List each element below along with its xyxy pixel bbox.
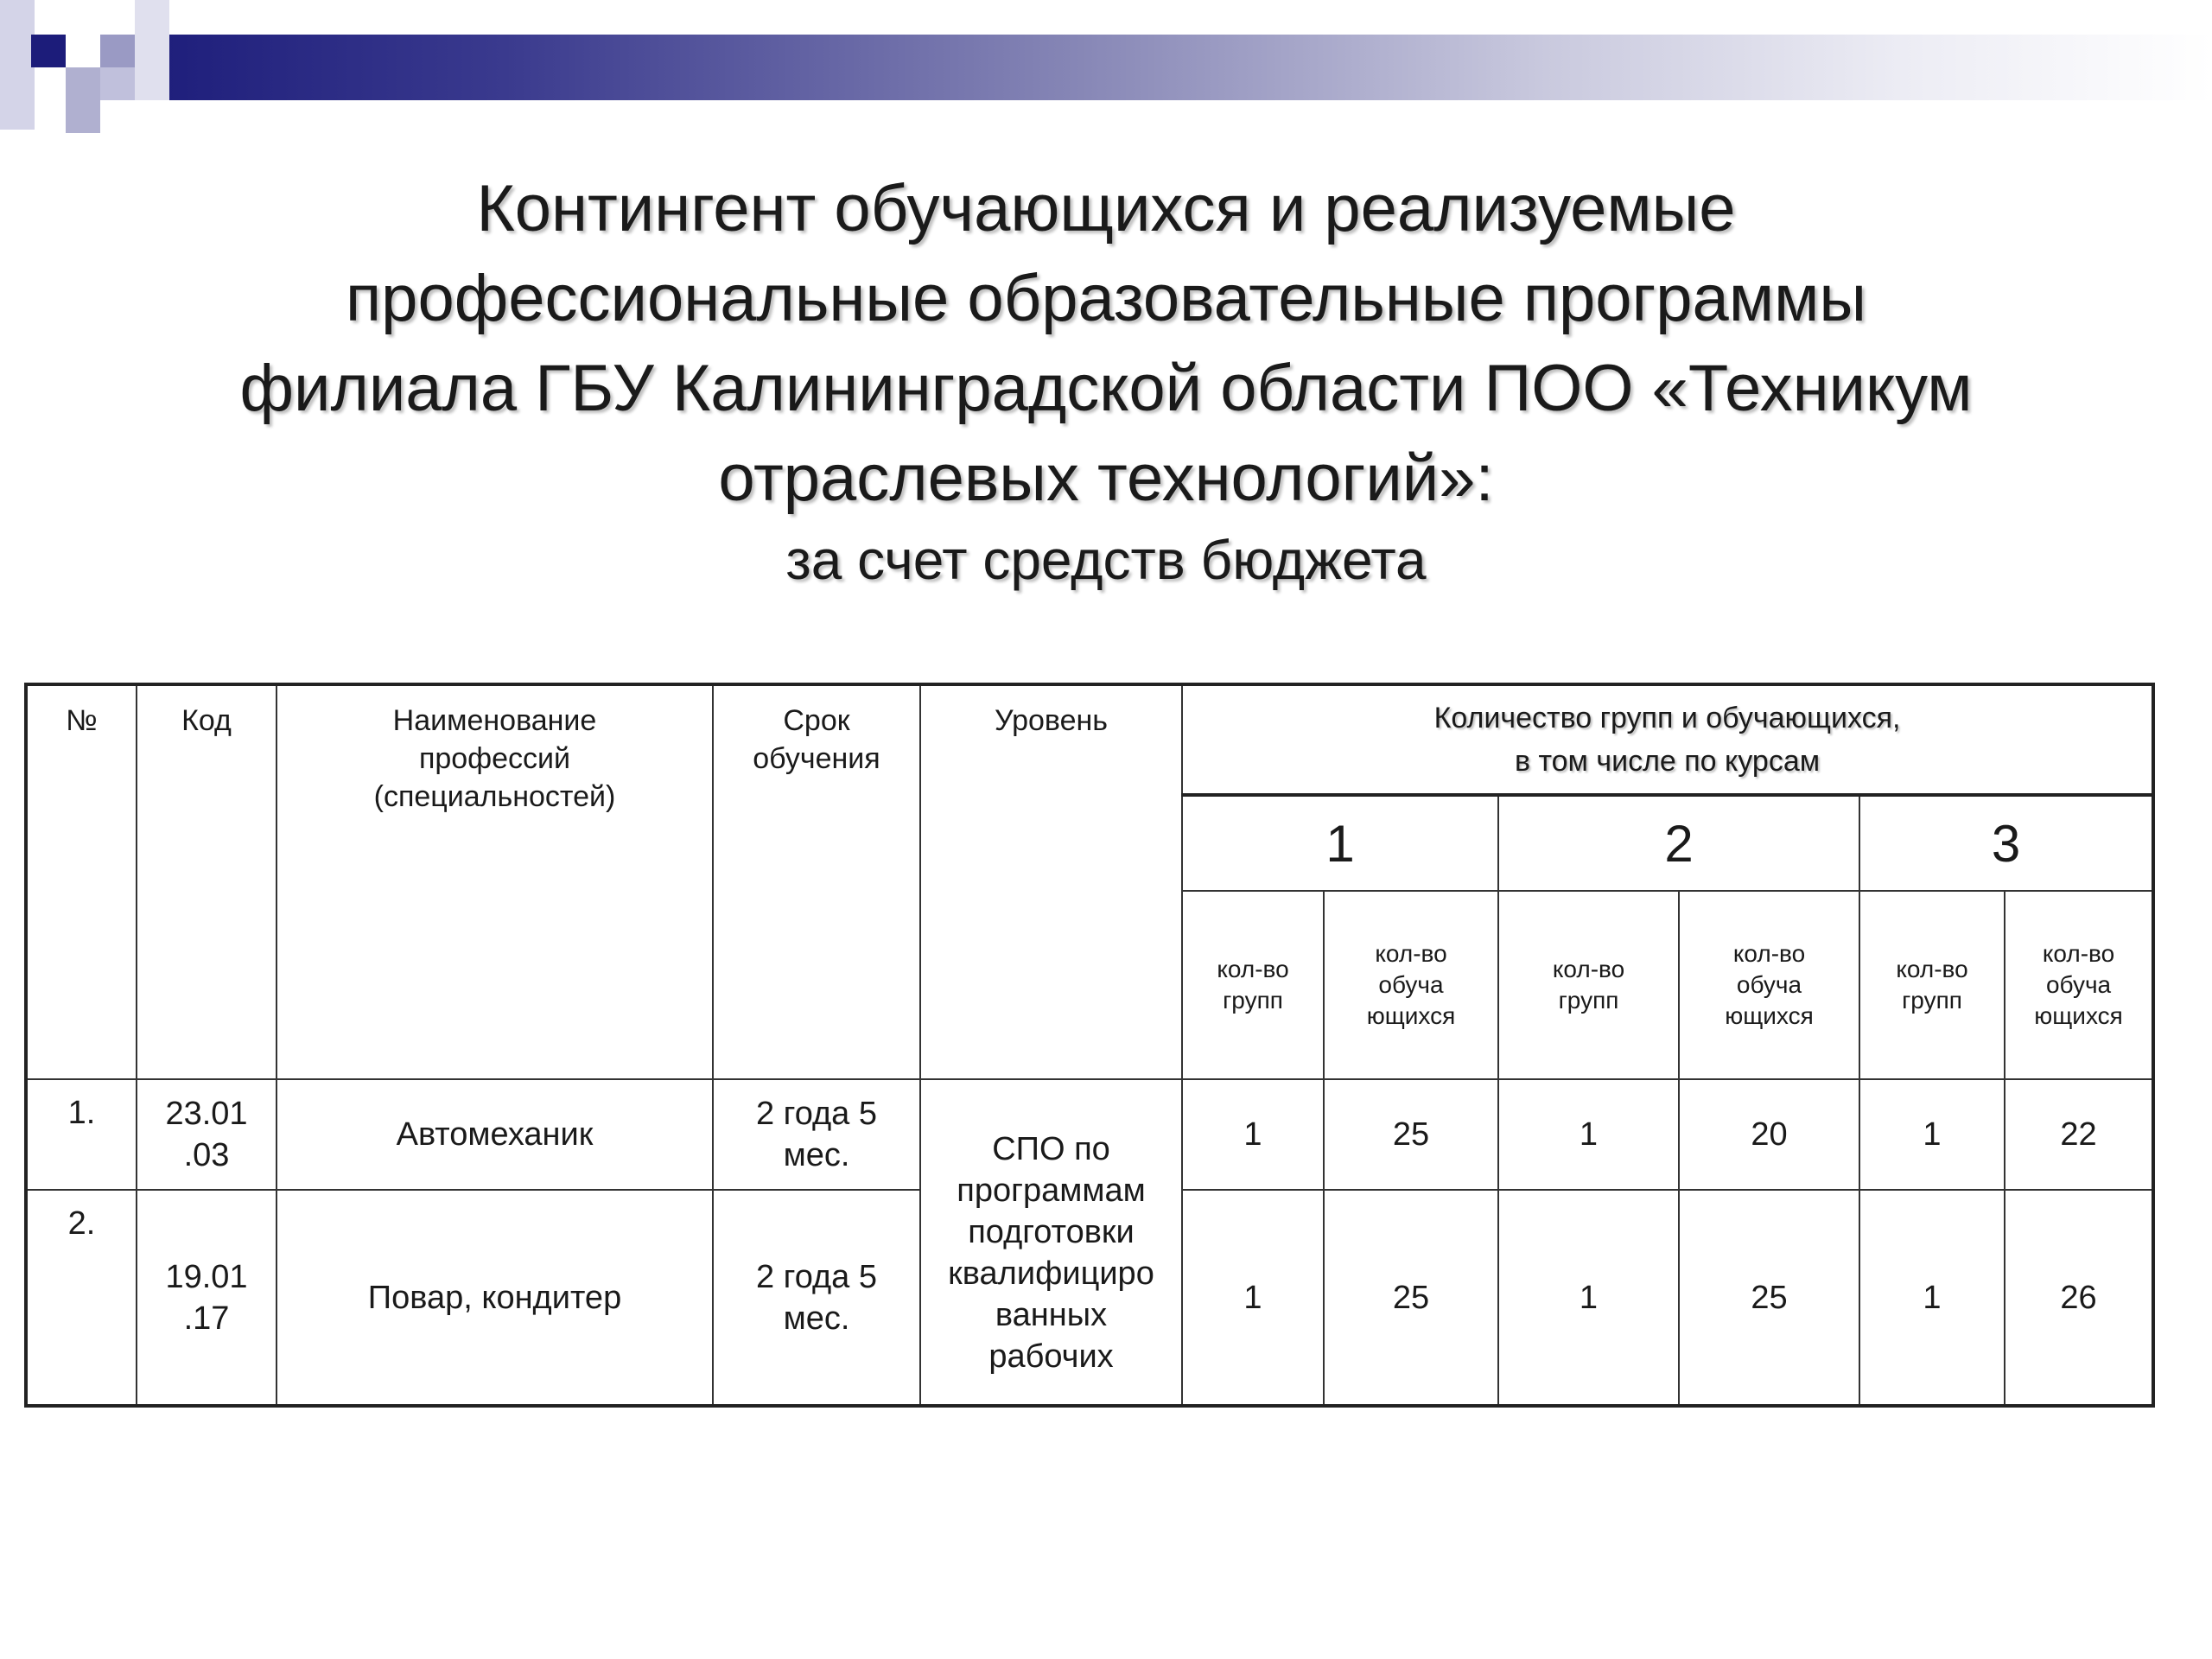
deco-square bbox=[135, 0, 169, 100]
header-course-1: 1 bbox=[1182, 795, 1498, 891]
header-groups: кол-во групп bbox=[1182, 891, 1324, 1079]
header-level: Уровень bbox=[920, 684, 1182, 1079]
title-line: Контингент обучающихся и реализуемые bbox=[476, 172, 1736, 245]
row-code: 23.01 .03 bbox=[137, 1079, 276, 1190]
row-value: 25 bbox=[1679, 1190, 1859, 1406]
row-value: 1 bbox=[1498, 1079, 1679, 1190]
row-name: Автомеханик bbox=[276, 1079, 713, 1190]
row-value: 22 bbox=[2005, 1079, 2153, 1190]
row-level: СПО по программам подготовки квалифициро ванных рабочих bbox=[920, 1079, 1182, 1406]
deco-square bbox=[0, 0, 35, 130]
header-groups: кол-во групп bbox=[1859, 891, 2005, 1079]
title-line: филиала ГБУ Калининградской области ПОО «Техникум bbox=[239, 352, 1973, 425]
header-name: Наименование профессий (специальностей) bbox=[276, 684, 713, 1079]
row-value: 20 bbox=[1679, 1079, 1859, 1190]
header-students: кол-во обуча ющихся bbox=[1679, 891, 1859, 1079]
title-line: отраслевых технологий»: bbox=[718, 442, 1494, 515]
header-num: № bbox=[26, 684, 137, 1079]
slide-title bbox=[86, 164, 2126, 596]
deco-square bbox=[100, 35, 135, 67]
gradient-band bbox=[130, 35, 2212, 100]
row-value: 1 bbox=[1498, 1190, 1679, 1406]
header-course-2: 2 bbox=[1498, 795, 1859, 891]
row-value: 1 bbox=[1859, 1190, 2005, 1406]
row-num: 2. bbox=[26, 1190, 137, 1406]
programs-table bbox=[24, 683, 2155, 1408]
row-value: 25 bbox=[1324, 1079, 1498, 1190]
row-code: 19.01 .17 bbox=[137, 1190, 276, 1406]
title-line: профессиональные образовательные программы bbox=[346, 262, 1866, 335]
header-group-count: Количество групп и обучающихся, в том числе по курсам bbox=[1182, 684, 2153, 795]
deco-square bbox=[100, 67, 135, 100]
header-term: Срок обучения bbox=[713, 684, 920, 1079]
header-decoration bbox=[0, 0, 2212, 138]
row-term: 2 года 5 мес. bbox=[713, 1079, 920, 1190]
row-value: 1 bbox=[1182, 1190, 1324, 1406]
deco-square bbox=[66, 67, 100, 133]
row-value: 1 bbox=[1859, 1079, 2005, 1190]
row-name: Повар, кондитер bbox=[276, 1190, 713, 1406]
row-value: 1 bbox=[1182, 1079, 1324, 1190]
row-value: 25 bbox=[1324, 1190, 1498, 1406]
header-students: кол-во обуча ющихся bbox=[1324, 891, 1498, 1079]
header-groups: кол-во групп bbox=[1498, 891, 1679, 1079]
row-term: 2 года 5 мес. bbox=[713, 1190, 920, 1406]
header-code: Код bbox=[137, 684, 276, 1079]
header-course-3: 3 bbox=[1859, 795, 2153, 891]
slide-subtitle: за счет средств бюджета bbox=[785, 529, 1427, 591]
deco-square bbox=[31, 35, 66, 67]
table-row bbox=[26, 1079, 2153, 1190]
header-students: кол-во обуча ющихся bbox=[2005, 891, 2153, 1079]
row-value: 26 bbox=[2005, 1190, 2153, 1406]
row-num: 1. bbox=[26, 1079, 137, 1190]
